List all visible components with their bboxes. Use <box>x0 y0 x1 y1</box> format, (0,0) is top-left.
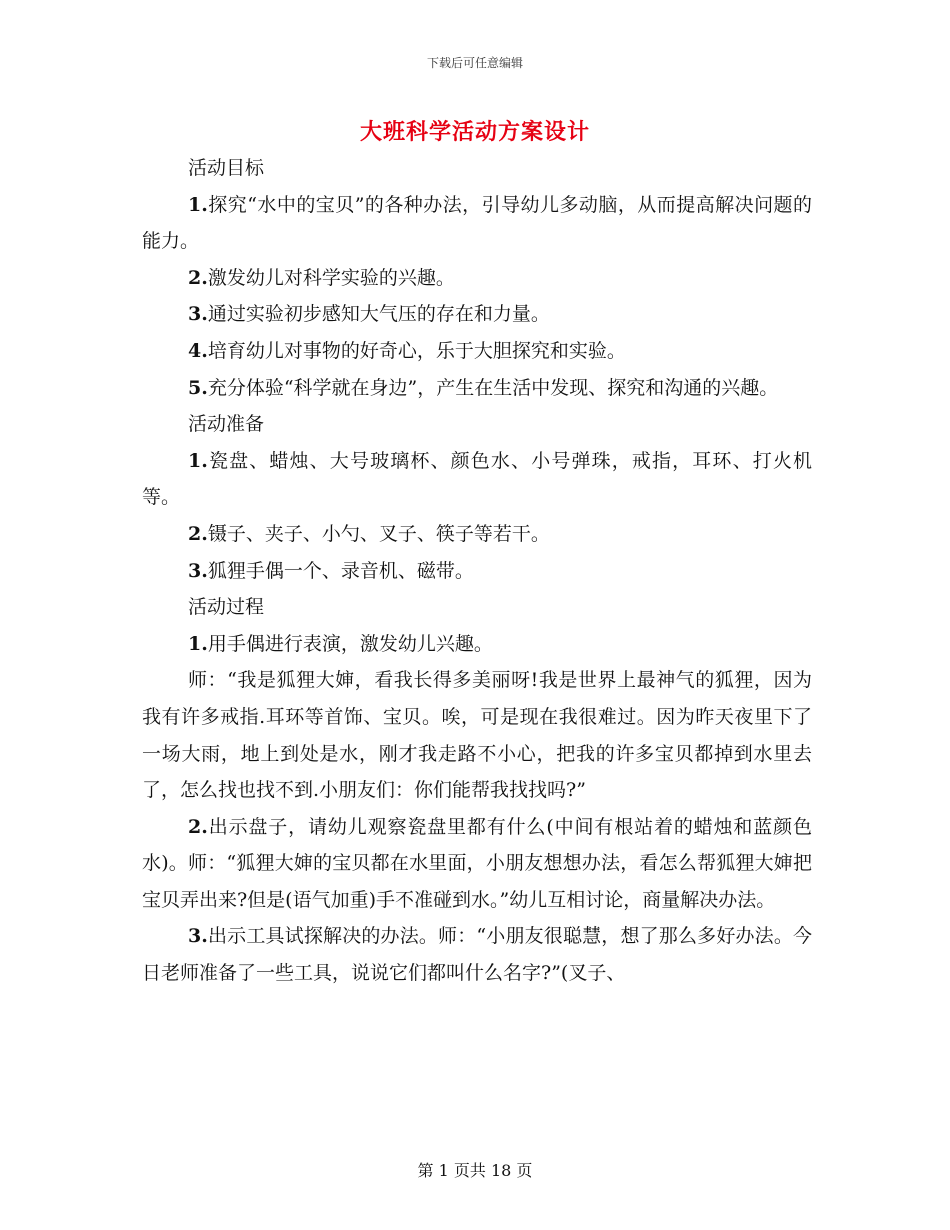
process-item-2: 2.出示盘子，请幼儿观察瓷盘里都有什么(中间有根站着的蜡烛和蓝颜色水)。师：“狐狸大婶的宝贝都在水里面，小朋友想想办法，看怎么帮狐狸大婶把宝贝弄出来?但是(语气加重)手不准碰到水。”幼儿互相讨论，商量解决办法。 <box>142 815 812 911</box>
document-title: 大班科学活动方案设计 <box>359 119 590 145</box>
section-heading-preparation: 活动准备 <box>188 413 265 436</box>
teacher-dialogue: 师：“我是狐狸大婶，看我长得多美丽呀!我是世界上最神气的狐狸，因为我有许多戒指.耳环等首饰、宝贝。唉，可是现在我很难过。因为昨天夜里下了一场大雨，地上到处是水，刚才我走路不小心，把我的许多宝贝都掉到水里去了，怎么找也找不到.小朋友们：你们能帮我找找吗?” <box>142 669 812 802</box>
page-footer: 第 1 页共 18 页 <box>417 1161 533 1180</box>
document-body <box>142 150 812 992</box>
goal-item-2: 2.激发幼儿对科学实验的兴趣。 <box>188 266 455 289</box>
section-heading-process: 活动过程 <box>188 596 265 619</box>
process-item-1: 1.用手偶进行表演，激发幼儿兴趣。 <box>188 632 493 655</box>
goal-item-5: 5.充分体验“科学就在身边”，产生在生活中发现、探究和沟通的兴趣。 <box>188 376 779 399</box>
prep-item-2: 2.镊子、夹子、小勺、叉子、筷子等若干。 <box>188 522 550 545</box>
page-header: 下载后可任意编辑 <box>426 56 523 70</box>
section-heading-goals: 活动目标 <box>188 157 265 179</box>
prep-item-3: 3.狐狸手偶一个、录音机、磁带。 <box>188 559 474 582</box>
process-item-3: 3.出示工具试探解决的办法。师：“小朋友很聪慧，想了那么多好办法。今日老师准备了一些工具，说说它们都叫什么名字?”(叉子、 <box>142 925 812 985</box>
goal-item-4: 4.培育幼儿对事物的好奇心，乐于大胆探究和实验。 <box>188 339 626 362</box>
goal-item-1: 1.探究“水中的宝贝”的各种办法，引导幼儿多动脑，从而提高解决问题的能力。 <box>142 193 812 253</box>
goal-item-3: 3.通过实验初步感知大气压的存在和力量。 <box>188 303 550 326</box>
prep-item-1: 1.瓷盘、蜡烛、大号玻璃杯、颜色水、小号弹珠，戒指，耳环、打火机等。 <box>142 449 812 509</box>
